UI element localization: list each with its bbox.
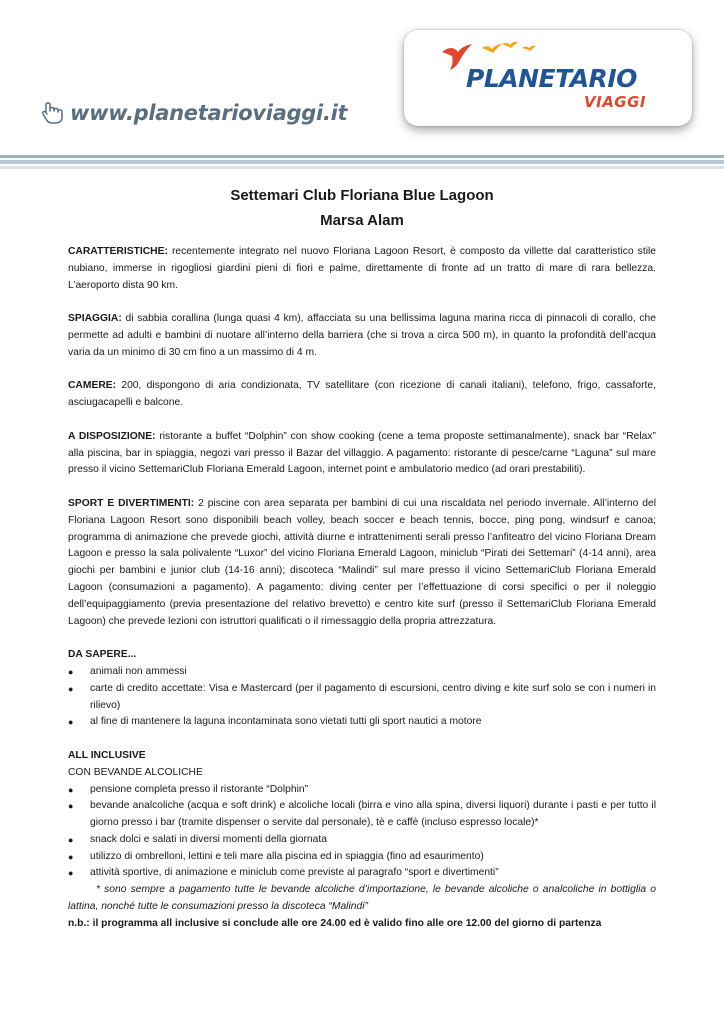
list-item: ● attività sportive, di animazione e miniclub come previste al paragrafo “sport e divertimenti” — [68, 865, 656, 882]
bullet-icon: ● — [68, 868, 74, 879]
bullet-icon: ● — [68, 834, 74, 845]
section-label: ALL INCLUSIVE — [68, 749, 146, 761]
section-caratteristiche — [68, 244, 656, 294]
list-item: ● animali non ammessi — [68, 664, 656, 681]
list-item: ● utilizzo di ombrelloni, lettini e teli mare alla piscina ed in spiaggia (fino ad esaurimento) — [68, 849, 656, 866]
section-text: ristorante a buffet “Dolphin” con show cooking (cene a tema proposte settimanalmente), snack bar “Relax” alla piscina, bar in spiaggia, negozi vari presso il Bazar del villaggio. A pagamento: ristorante di pesce/carne “Laguna” sul mare presso il vicino SettemariClub Floriana Emerald Lagoon, internet point e ambulatorio medico (ad orari prestabiliti). — [68, 430, 656, 476]
bullet-icon: ● — [68, 851, 74, 862]
section-text: 200, dispongono di aria condizionata, TV satellitare (con ricezione di canali italiani), telefono, frigo, cassaforte, asciugacapelli e balcone. — [68, 380, 656, 409]
da-sapere-list — [68, 664, 656, 731]
section-da-sapere — [68, 647, 656, 731]
list-item: ● al fine di mantenere la laguna incontaminata sono vietati tutti gli sport nautici a motore — [68, 714, 656, 731]
logo-main-text: PLANETARIO — [466, 64, 637, 93]
all-inclusive-list — [68, 782, 656, 883]
header-divider — [0, 155, 724, 169]
section-label: DA SAPERE... — [68, 649, 137, 661]
footnote: * sono sempre a pagamento tutte le bevande alcoliche d’importazione, le bevande alcoliche o analcoliche in bottiglia o lattina, nonché tutte le consumazioni presso la discoteca “Malindi” — [68, 884, 656, 913]
planetario-logo — [404, 30, 692, 126]
bullet-icon: ● — [68, 801, 74, 812]
website-url[interactable]: www.planetarioviaggi.it — [70, 101, 348, 125]
bullet-icon: ● — [68, 666, 74, 677]
section-disposizione — [68, 429, 656, 479]
section-text: di sabbia corallina (lunga quasi 4 km), affacciata su una bellissima laguna marina ricca di pinnacoli di corallo, che permette ad adulti e bambini di nuotare all’interno della barriera (che si trova a circa 500 m), in quanto la profondità dell’acqua varia da un minimo di 30 cm fino a un massimo di 4 m. — [68, 313, 656, 358]
section-all-inclusive — [68, 748, 656, 933]
pointing-hand-icon — [40, 100, 66, 126]
nb-note: n.b.: il programma all inclusive si conclude alle ore 24.00 ed è valido fino alle ore 12.00 del giorno di partenza — [68, 917, 602, 929]
document-body — [68, 244, 656, 933]
list-item: ● bevande analcoliche (acqua e soft drink) e alcoliche locali (birra e vino alla spina, diversi liquori) durante i pasti e per tutto il giorno presso i bar (tramite dispenser o servite dal personale), tè e caffè (incluso espresso locale)* — [68, 800, 656, 829]
bullet-icon: ● — [68, 784, 74, 795]
section-label: CARATTERISTICHE: — [68, 246, 168, 257]
section-text: 2 piscine con area separata per bambini di cui una riscaldata nel periodo invernale. All’interno del Floriana Lagoon Resort sono disponibili beach volley, beach soccer e beach tennis, bocce, ping pong, windsurf e canoa; programma di animazione che prevede giochi, attività diurne e intrattenimenti serali presso l’anfiteatro del vicino Floriana Dream Lagoon e presso la sala polivalente “Luxor” del vicino Floriana Emerald Lagoon, miniclub “Pirati dei Settemari” (4-14 anni), area giochi per bambini e junior club (14-16 anni); discoteca “Malindi” sul mare presso il vicino SettemariClub Floriana Emerald Lagoon (consumazioni a pagamento). A pagamento: diving center per l’effettuazione di corsi specifici o per il noleggio dell’equipaggiamento (previa presentazione del relativo brevetto) e centro kite surf (presso il SettemariClub Floriana Emerald Lagoon) che prevede lezioni con istruttori qualificati o il rimessaggio della propria attrezzatura. — [68, 497, 656, 627]
document-title: Settemari Club Floriana Blue Lagoon — [230, 187, 494, 204]
list-item: ● snack dolci e salati in diversi momenti della giornata — [68, 832, 656, 849]
list-item: ● pensione completa presso il ristorante “Dolphin” — [68, 782, 656, 799]
section-label: A DISPOSIZIONE: — [68, 430, 156, 442]
list-item: ● carte di credito accettate: Visa e Mastercard (per il pagamento di escursioni, centro diving e kite surf solo se con i numeri in rilievo) — [68, 682, 656, 711]
section-subtitle: CON BEVANDE ALCOLICHE — [68, 766, 203, 778]
website-link[interactable] — [40, 100, 347, 126]
section-label: SPIAGGIA: — [68, 313, 122, 325]
section-text: recentemente integrato nel nuovo Floriana Lagoon Resort, è composto da villette dal caratteristico stile nubiano, immerse in rigogliosi giardini pieni di fiori e palme, direttamente di fronte ad un tratto di mare di rara bellezza. L’aeroporto dista 90 km. — [68, 246, 656, 291]
section-spiaggia — [68, 311, 656, 361]
logo-sub-text: VIAGGI — [584, 93, 647, 111]
document-subtitle: Marsa Alam — [320, 212, 404, 229]
section-label: SPORT E DIVERTIMENTI: — [68, 497, 195, 509]
bullet-icon: ● — [68, 683, 74, 694]
section-label: CAMERE: — [68, 380, 117, 392]
section-camere — [68, 378, 656, 412]
section-sport — [68, 496, 656, 630]
bullet-icon: ● — [68, 717, 74, 728]
